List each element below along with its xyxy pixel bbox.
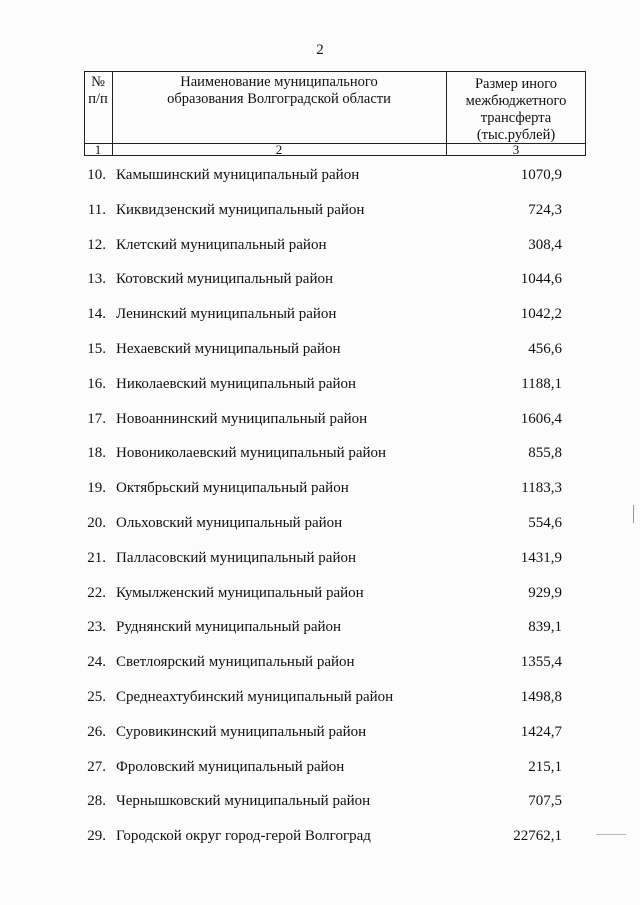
municipality-name: Кумылженский муниципальный район	[116, 584, 364, 601]
header-col-amount	[446, 76, 586, 144]
municipality-name: Киквидзенский муниципальный район	[116, 201, 365, 218]
municipality-name: Ленинский муниципальный район	[116, 306, 337, 323]
transfer-amount: 1042,2	[520, 306, 562, 323]
transfer-amount: 1188,1	[521, 375, 562, 392]
municipality-name: Среднеахтубинский муниципальный район	[116, 689, 394, 705]
header-col-amount-line-2: межбюджетного	[465, 93, 567, 109]
table-row	[84, 687, 586, 707]
transfer-amount: 1424,7	[520, 723, 562, 740]
municipality-name: Камышинский муниципальный район	[116, 167, 360, 183]
row-number: 29.	[87, 828, 106, 845]
row-number: 28.	[87, 793, 106, 810]
page-number: 2	[316, 42, 324, 58]
municipality-name: Новониколаевский муниципальный район	[116, 445, 387, 462]
transfer-amount: 22762,1	[513, 828, 562, 845]
table-row	[84, 548, 586, 568]
row-number: 27.	[87, 758, 106, 775]
municipality-name: Октябрьский муниципальный район	[116, 480, 349, 497]
header-col-name-line-1: Наименование муниципального	[180, 74, 378, 90]
table-row	[84, 617, 586, 637]
table-row	[84, 652, 586, 672]
row-number: 17.	[87, 410, 106, 427]
row-number: 12.	[87, 236, 106, 253]
header-col-amount-line-1: Размер иного	[474, 76, 558, 92]
row-number: 13.	[87, 271, 106, 288]
header-col-amount-line-4: (тыс.рублей)	[476, 127, 556, 143]
row-number: 10.	[87, 167, 106, 183]
table-row	[84, 826, 586, 846]
table-row	[84, 791, 586, 811]
row-number: 24.	[87, 654, 106, 671]
header-col-amount-line-3: трансферта	[480, 110, 552, 126]
table-row	[84, 513, 586, 533]
municipality-name: Нехаевский муниципальный район	[116, 341, 341, 357]
table-row	[84, 583, 586, 603]
row-number: 15.	[87, 341, 106, 357]
transfer-amount: 215,1	[528, 758, 562, 775]
transfer-amount: 839,1	[528, 619, 562, 636]
table-row	[84, 165, 586, 185]
transfer-amount: 1070,9	[520, 167, 562, 183]
municipality-name: Суровикинский муниципальный район	[116, 723, 367, 740]
transfer-amount: 1183,3	[521, 480, 562, 497]
table-row	[84, 409, 586, 429]
header-col-name	[112, 74, 446, 108]
municipality-name: Фроловский муниципальный район	[116, 758, 345, 775]
transfer-amount: 456,6	[528, 341, 562, 357]
transfer-amount: 1606,4	[520, 410, 562, 427]
transfer-amount: 707,5	[528, 793, 562, 810]
row-number: 25.	[87, 689, 106, 705]
transfer-amount: 929,9	[528, 584, 562, 601]
municipality-name: Новоаннинский муниципальный район	[116, 410, 368, 427]
transfer-amount: 554,6	[528, 515, 562, 531]
municipality-name: Николаевский муниципальный район	[116, 375, 357, 392]
header-num-3: 3	[512, 142, 520, 157]
table-row	[84, 269, 586, 289]
row-number: 23.	[87, 619, 106, 636]
municipality-name: Светлоярский муниципальный район	[116, 654, 355, 671]
header-num-2: 2	[275, 142, 283, 157]
row-number: 14.	[87, 306, 106, 323]
municipality-name: Руднянский муниципальный район	[116, 619, 342, 636]
municipality-name: Чернышковский муниципальный район	[116, 793, 371, 810]
header-num-1: 1	[94, 142, 102, 157]
header-col-number	[84, 74, 112, 108]
transfer-amount: 1431,9	[520, 549, 562, 566]
row-number: 20.	[87, 515, 106, 531]
table-row	[84, 374, 586, 394]
row-number: 11.	[87, 201, 106, 218]
transfer-amount: 308,4	[528, 236, 562, 253]
municipality-name: Ольховский муниципальный район	[116, 515, 343, 531]
transfer-amount: 724,3	[528, 201, 562, 218]
row-number: 22.	[87, 584, 106, 601]
transfer-amount: 1498,8	[520, 689, 562, 705]
row-number: 19.	[87, 480, 106, 497]
municipality-name: Клетский муниципальный район	[116, 236, 327, 253]
table-header	[84, 71, 586, 156]
transfer-amount: 1355,4	[520, 654, 562, 671]
header-col-name-line-2: образования Волгоградской области	[167, 91, 391, 107]
header-col-number-line-1: №	[91, 74, 105, 90]
table-row	[84, 304, 586, 324]
transfer-amount: 855,8	[528, 445, 562, 462]
municipality-name: Городской округ город-герой Волгоград	[116, 828, 371, 845]
table-row	[84, 757, 586, 777]
transfer-amount: 1044,6	[520, 271, 562, 288]
municipality-name: Палласовский муниципальный район	[116, 549, 356, 566]
table-row	[84, 200, 586, 220]
row-number: 16.	[87, 375, 106, 392]
scan-artifact	[596, 834, 626, 835]
table-row	[84, 478, 586, 498]
table-row	[84, 235, 586, 255]
table-row	[84, 339, 586, 359]
row-number: 26.	[87, 723, 106, 740]
header-col-number-line-2: п/п	[88, 91, 108, 107]
municipality-name: Котовский муниципальный район	[116, 271, 334, 288]
row-number: 21.	[87, 549, 106, 566]
row-number: 18.	[87, 445, 106, 462]
scan-artifact	[633, 505, 634, 523]
table-row	[84, 722, 586, 742]
table-row	[84, 443, 586, 463]
